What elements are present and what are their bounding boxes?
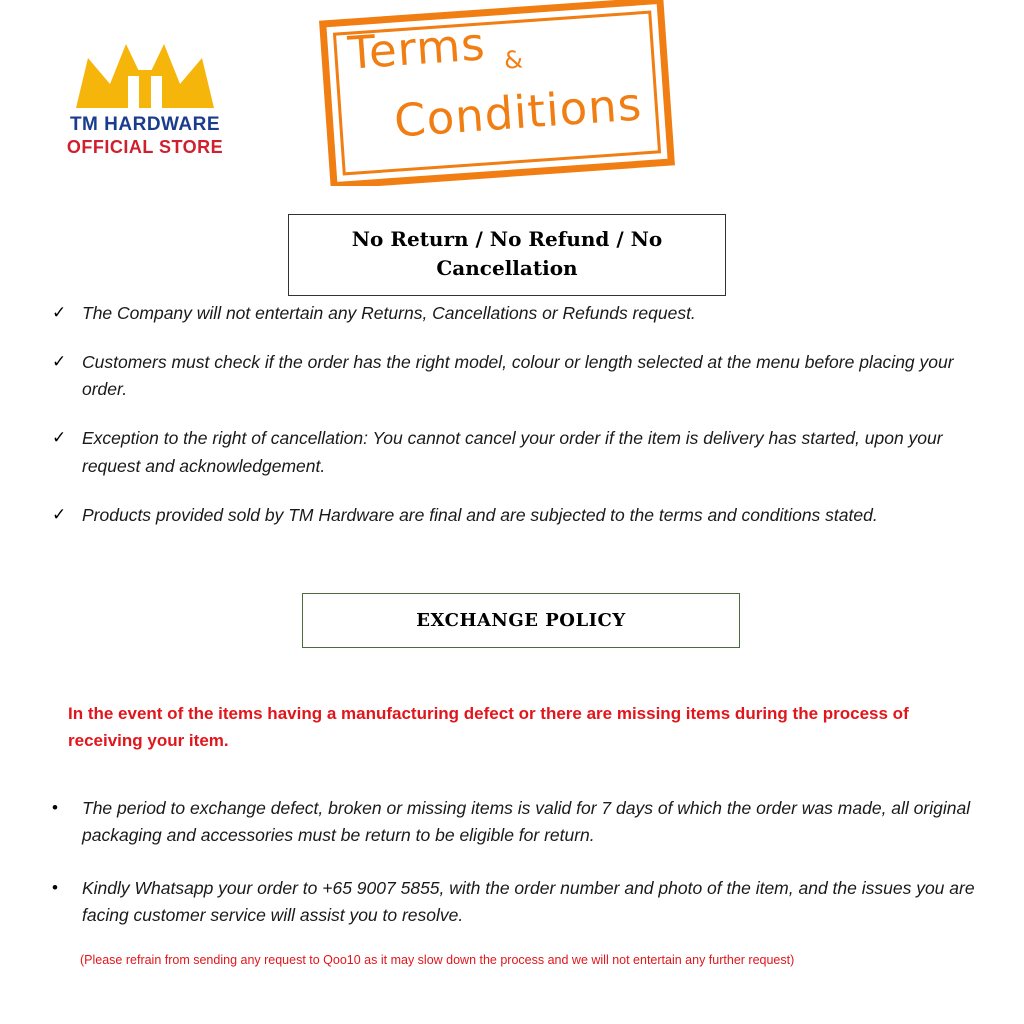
list-item-text: Exception to the right of cancellation: You cannot cancel your order if the item is delivery has started, upon your request and acknowledgement. — [82, 428, 943, 476]
list-item-text: The period to exchange defect, broken or missing items is valid for 7 days of which the order was made, all original packaging and accessories must be return to be eligible for return. — [82, 798, 971, 846]
no-return-title-box: No Return / No Refund / No Cancellation — [288, 214, 726, 296]
check-icon: ✓ — [52, 504, 67, 525]
bullet-icon: • — [52, 798, 58, 817]
brand-subtitle: OFFICIAL STORE — [66, 137, 224, 157]
check-icon: ✓ — [52, 352, 67, 373]
check-icon: ✓ — [52, 303, 67, 323]
document-header — [0, 0, 1024, 190]
exchange-bullet-list — [52, 795, 992, 956]
list-item-text: Products provided sold by TM Hardware are final and are subjected to the terms and conditions stated. — [82, 504, 878, 525]
terms-list — [52, 300, 982, 551]
stamp-ampersand: & — [503, 45, 524, 75]
list-item — [52, 349, 982, 403]
stamp-line-1: Terms — [346, 17, 488, 80]
list-item — [52, 300, 982, 327]
stamp-line-2: Conditions — [392, 77, 644, 148]
brand-logo — [60, 38, 230, 158]
terms-stamp-graphic — [312, 0, 682, 186]
exchange-policy-title-box: EXCHANGE POLICY — [302, 593, 740, 648]
list-item — [52, 875, 992, 929]
list-item — [52, 502, 982, 529]
list-item-text: Kindly Whatsapp your order to +65 9007 5855, with the order number and photo of the item, and the issues you are facing customer service will assist you to resolve. — [82, 878, 975, 926]
exchange-intro-text: In the event of the items having a manufacturing defect or there are missing items during the process of receiving your item. — [68, 704, 909, 751]
list-item — [52, 425, 982, 479]
list-item-text: The Company will not entertain any Returns, Cancellations or Refunds request. — [82, 303, 696, 323]
bullet-icon: • — [52, 878, 58, 898]
brand-name: TM HARDWARE — [69, 114, 221, 135]
list-item — [52, 795, 992, 849]
check-icon: ✓ — [52, 428, 67, 449]
list-item-text: Customers must check if the order has the right model, colour or length selected at the menu before placing your order. — [82, 352, 954, 400]
footnote-text: (Please refrain from sending any request to Qoo10 as it may slow down the process and we will not entertain any further request) — [80, 953, 795, 967]
crown-icon — [60, 38, 230, 110]
